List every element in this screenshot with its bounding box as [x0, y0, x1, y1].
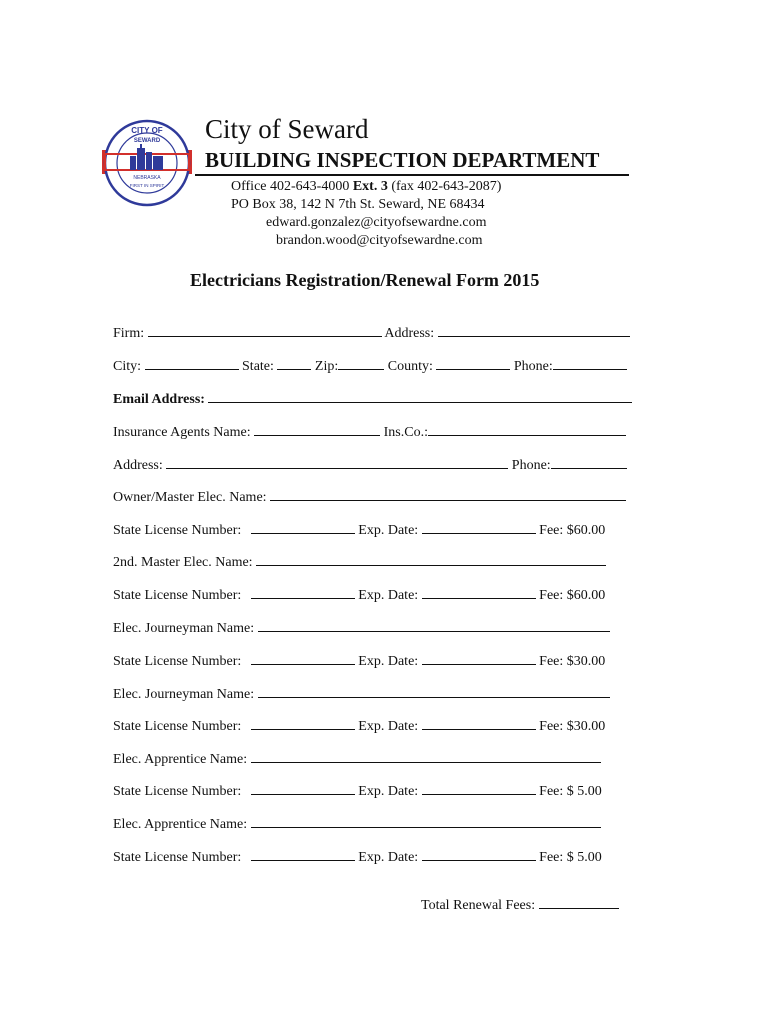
exp-label: Exp. Date:	[358, 784, 419, 799]
office-phone: Office 402-643-4000	[231, 179, 353, 194]
exp-label: Exp. Date:	[358, 588, 419, 603]
license-label: State License Number:	[113, 719, 242, 734]
department-name: BUILDING INSPECTION DEPARTMENT	[205, 148, 600, 172]
second-master-field[interactable]	[256, 552, 606, 566]
contact-email-1: edward.gonzalez@cityofsewardne.com	[266, 215, 487, 230]
apprentice2-field[interactable]	[251, 814, 601, 828]
fee-journeyman-1: Fee: $30.00	[539, 654, 606, 669]
license-label: State License Number:	[113, 523, 242, 538]
license-field-apprentice-1[interactable]	[251, 781, 355, 795]
insurance-agent-field[interactable]	[254, 422, 380, 436]
firm-field[interactable]	[148, 323, 382, 337]
exp-field-apprentice-2[interactable]	[422, 847, 536, 861]
city-name: City of Seward	[205, 114, 369, 144]
row-license-apprentice-2	[113, 847, 602, 866]
row-city	[113, 356, 627, 375]
zip-label: Zip:	[314, 359, 339, 374]
exp-field-second[interactable]	[422, 585, 536, 599]
county-field[interactable]	[436, 356, 510, 370]
exp-label: Exp. Date:	[358, 719, 419, 734]
exp-label: Exp. Date:	[358, 654, 419, 669]
total-field[interactable]	[539, 895, 619, 909]
license-field-journeyman-1[interactable]	[251, 651, 355, 665]
row-second-master	[113, 552, 606, 571]
office-fax: (fax 402-643-2087)	[387, 179, 502, 194]
office-phone-line	[231, 178, 501, 196]
contact-email-2: brandon.wood@cityofsewardne.com	[276, 233, 483, 248]
license-field-owner[interactable]	[251, 520, 355, 534]
zip-field[interactable]	[338, 356, 384, 370]
exp-field-apprentice-1[interactable]	[422, 781, 536, 795]
city-field[interactable]	[145, 356, 239, 370]
exp-field-journeyman-2[interactable]	[422, 716, 536, 730]
row-email	[113, 389, 632, 408]
row-license-second	[113, 585, 605, 604]
owner-master-label: Owner/Master Elec. Name:	[113, 490, 267, 505]
license-label: State License Number:	[113, 850, 242, 865]
license-field-second[interactable]	[251, 585, 355, 599]
journeyman2-field[interactable]	[258, 684, 610, 698]
row-license-owner	[113, 520, 605, 539]
journeyman1-label: Elec. Journeyman Name:	[113, 621, 255, 636]
seal-state-text: NEBRASKA	[133, 175, 161, 181]
office-ext: Ext. 3	[352, 179, 388, 194]
email-label: Email Address:	[113, 392, 205, 407]
row-journeyman-2	[113, 684, 610, 703]
phone2-label: Phone:	[511, 458, 551, 473]
journeyman1-field[interactable]	[258, 618, 610, 632]
row-apprentice-1	[113, 749, 601, 768]
exp-field-owner[interactable]	[422, 520, 536, 534]
row-journeyman-1	[113, 618, 610, 637]
exp-label: Exp. Date:	[358, 523, 419, 538]
license-label: State License Number:	[113, 654, 242, 669]
email-field[interactable]	[208, 389, 632, 403]
address2-label: Address:	[113, 458, 163, 473]
license-label: State License Number:	[113, 784, 242, 799]
fee-owner: Fee: $60.00	[539, 523, 606, 538]
license-field-journeyman-2[interactable]	[251, 716, 355, 730]
fee-apprentice-2: Fee: $ 5.00	[539, 850, 602, 865]
address-field[interactable]	[438, 323, 630, 337]
total-label: Total Renewal Fees:	[421, 898, 536, 913]
row-total	[421, 895, 619, 914]
state-field[interactable]	[277, 356, 311, 370]
city-label: City:	[113, 359, 142, 374]
seal-top-text: CITY OF	[131, 126, 163, 135]
ins-co-label: Ins.Co.:	[383, 425, 428, 440]
address-label: Address:	[384, 326, 435, 341]
exp-field-journeyman-1[interactable]	[422, 651, 536, 665]
county-label: County:	[387, 359, 433, 374]
row-license-journeyman-1	[113, 651, 605, 670]
form-title: Electricians Registration/Renewal Form 2015	[190, 270, 540, 290]
phone-label: Phone:	[513, 359, 553, 374]
mailing-address: PO Box 38, 142 N 7th St. Seward, NE 68434	[231, 197, 485, 212]
city-seal-logo	[102, 118, 192, 208]
address2-field[interactable]	[166, 455, 508, 469]
firm-label: Firm:	[113, 326, 145, 341]
ins-co-field[interactable]	[428, 422, 626, 436]
owner-master-field[interactable]	[270, 487, 626, 501]
fee-second: Fee: $60.00	[539, 588, 606, 603]
seal-arc-text: SEWARD	[133, 138, 161, 144]
apprentice1-label: Elec. Apprentice Name:	[113, 752, 248, 767]
row-firm	[113, 323, 630, 342]
row-license-apprentice-1	[113, 781, 602, 800]
fee-apprentice-1: Fee: $ 5.00	[539, 784, 602, 799]
license-label: State License Number:	[113, 588, 242, 603]
state-label: State:	[242, 359, 274, 374]
row-address2	[113, 455, 627, 474]
row-apprentice-2	[113, 814, 601, 833]
apprentice1-field[interactable]	[251, 749, 601, 763]
header-divider	[195, 174, 629, 176]
seal-motto-text: FIRST IN SPIRIT	[129, 183, 165, 188]
phone-field[interactable]	[553, 356, 627, 370]
journeyman2-label: Elec. Journeyman Name:	[113, 687, 255, 702]
apprentice2-label: Elec. Apprentice Name:	[113, 817, 248, 832]
row-insurance	[113, 422, 626, 441]
phone2-field[interactable]	[551, 455, 627, 469]
second-master-label: 2nd. Master Elec. Name:	[113, 555, 253, 570]
exp-label: Exp. Date:	[358, 850, 419, 865]
fee-journeyman-2: Fee: $30.00	[539, 719, 606, 734]
insurance-agent-label: Insurance Agents Name:	[113, 425, 251, 440]
license-field-apprentice-2[interactable]	[251, 847, 355, 861]
row-license-journeyman-2	[113, 716, 605, 735]
row-owner-master	[113, 487, 626, 506]
